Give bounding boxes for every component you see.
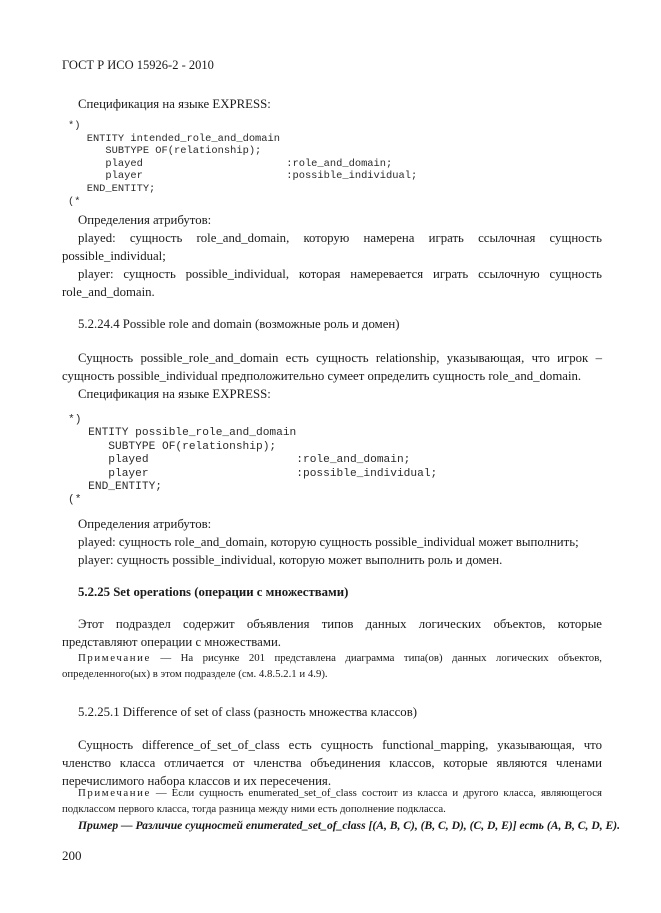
example-text: Пример — Различие сущностей enumerated_set_of_class [(A, B, C), (B, C, D), (C, D, E)] есть (A, B, C, D, E).: [78, 819, 620, 832]
page-number: 200: [62, 848, 82, 863]
spec-label: Спецификация на языке EXPRESS:: [78, 387, 271, 401]
note-label: Примечание: [78, 787, 151, 799]
note: [62, 785, 602, 817]
note-text: — Если сущность enumerated_set_of_class состоит из класса и другого класса, являющегося подклассом первого класса, тогда разница между ними есть дополнение подкласса.: [62, 787, 602, 815]
attribute-played: played: сущность role_and_domain, которую сущность possible_individual может выполнить;: [78, 535, 579, 549]
section-title: 5.2.25.1 Difference of set of class (разность множества классов): [78, 705, 417, 719]
attribute-played: played: сущность role_and_domain, которую намерена играть ссылочная сущность possible_individual;: [62, 231, 602, 263]
section-title: 5.2.24.4 Possible role and domain (возможные роль и домен): [78, 317, 400, 331]
section-body: Этот подраздел содержит объявления типов данных логических объектов, которые представляют операции с множествами.: [62, 617, 602, 649]
express-code-block: *) ENTITY intended_role_and_domain SUBTYPE OF(relationship); played :role_and_domain; player :possible_individual; END_ENTITY; (*: [68, 120, 418, 208]
section-body: Сущность possible_role_and_domain есть сущность relationship, указывающая, что игрок – сущность possible_individual предположительно сумеет определить сущность role_and_domain.: [62, 351, 602, 383]
attributes-heading: Определения атрибутов:: [78, 517, 212, 531]
page-header: ГОСТ Р ИСО 15926-2 - 2010: [62, 58, 214, 72]
note-text: — На рисунке 201 представлена диаграмма типа(ов) данных логических объектов, определенного(ых) в этом подразделе (см. 4.8.5.2.1 и 4.9).: [62, 652, 602, 680]
section-title: 5.2.25 Set operations (операции с множествами): [78, 585, 349, 599]
section-body: Сущность difference_of_set_of_class есть сущность functional_mapping, указывающая, что членство класса отличается от членства объединения классов, которые являются членами перечислимого набора классов и их пересечения.: [62, 738, 602, 788]
attribute-player: player: сущность possible_individual, которую может выполнить роль и домен.: [78, 553, 503, 567]
attribute-player: player: сущность possible_individual, которая намеревается играть ссылочную сущность role_and_domain.: [62, 267, 602, 299]
note-label: Примечание: [78, 652, 151, 664]
express-code-block: *) ENTITY possible_role_and_domain SUBTYPE OF(relationship); played :role_and_domain; player :possible_individual; END_ENTITY; (*: [68, 414, 438, 507]
spec-label: Спецификация на языке EXPRESS:: [78, 97, 271, 111]
attributes-heading: Определения атрибутов:: [78, 213, 212, 227]
note: [62, 650, 602, 682]
